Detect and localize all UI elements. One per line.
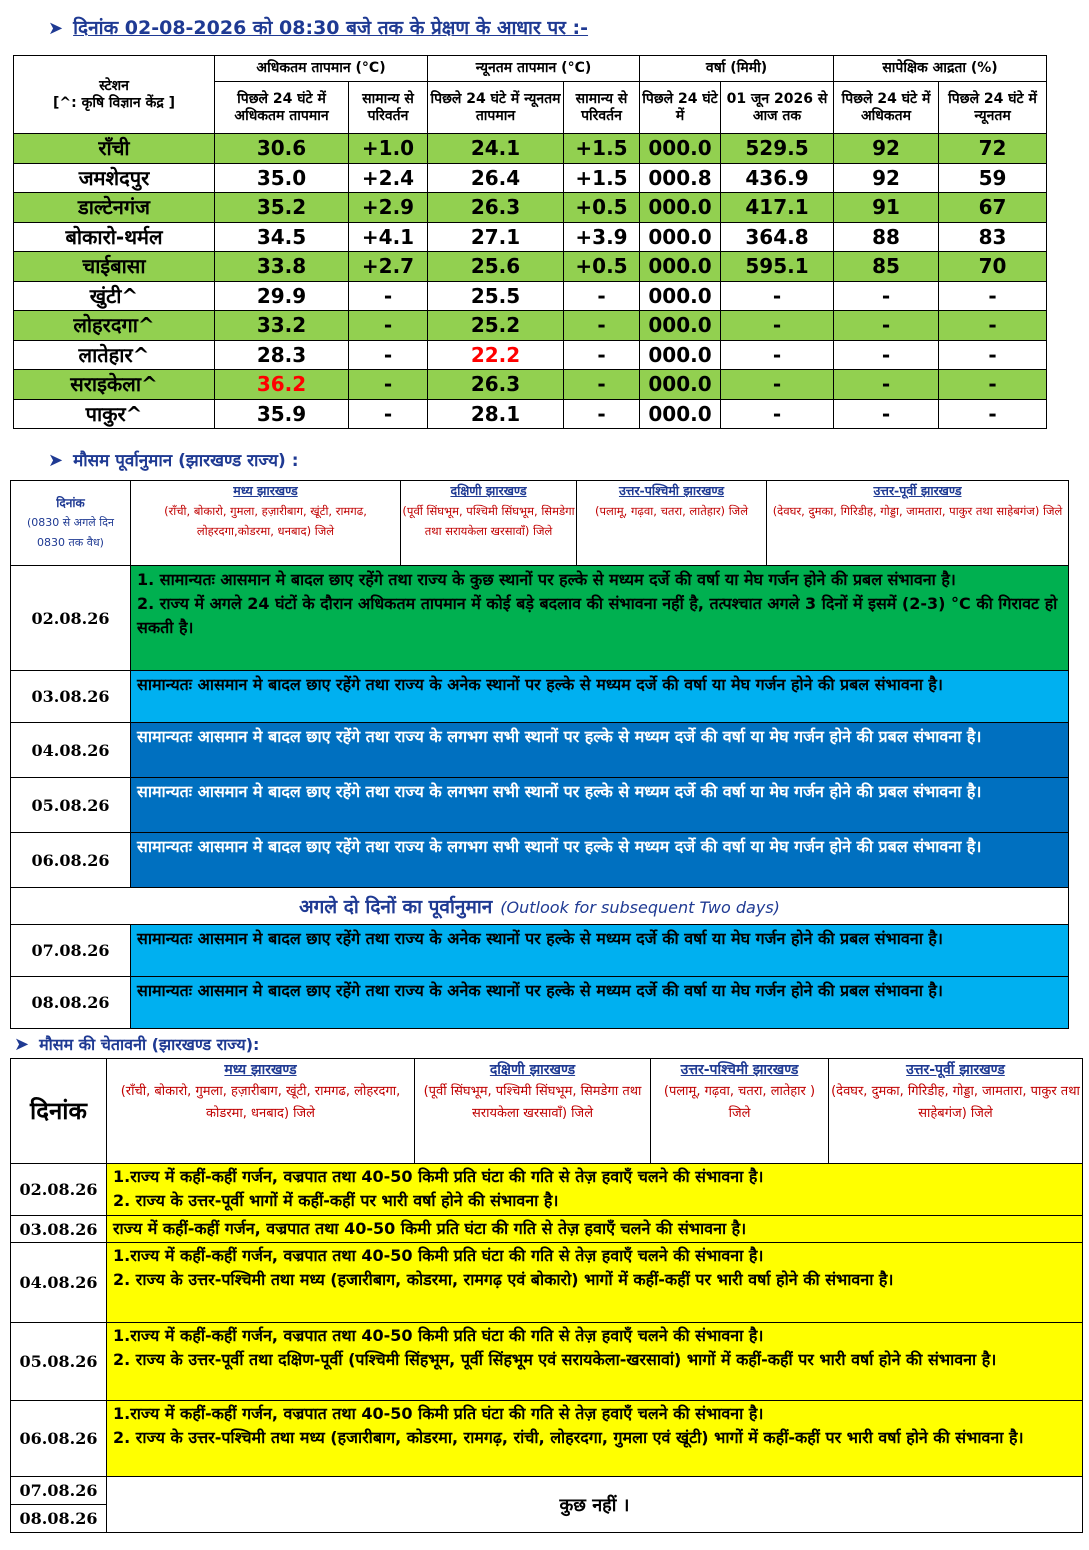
arrow-bullet-icon: ➤	[48, 450, 64, 471]
warning-date: 06.08.26	[11, 1401, 107, 1477]
cell-rain24: 000.0	[640, 370, 721, 400]
warning-text	[107, 1216, 1083, 1243]
station-row	[14, 399, 1047, 429]
forecast-date: 07.08.26	[11, 925, 131, 977]
warning-zone-central: मध्य झारखण्ड (राँची, बोकारो, गुमला, हज़ारीबाग, खूंटी, रामगढ, लोहरदगा, कोडरमा, धनबाद) जिले	[107, 1059, 415, 1164]
cell-max-dev: -	[349, 340, 428, 370]
cell-rain-season: -	[721, 311, 834, 341]
outlook-day-row	[11, 977, 1069, 1029]
warning-line: 1.राज्य में कहीं-कहीं गर्जन, वज्रपात तथा 40-50 किमी प्रति घंटा की गति से तेज़ हवाएँ चलने की संभावना है।	[113, 1326, 764, 1345]
cell-rh-max: 92	[834, 134, 939, 164]
forecast-text	[131, 977, 1069, 1029]
cell-min-dev: +3.9	[564, 222, 640, 252]
cell-min: 26.3	[428, 193, 564, 223]
outlook-title	[11, 888, 1069, 925]
rainfall-header: वर्षा (मिमी)	[640, 56, 834, 82]
warning-row	[11, 1477, 1083, 1505]
rain-24-header: पिछले 24 घंटे में	[640, 82, 721, 134]
cell-max: 35.0	[215, 163, 349, 193]
forecast-line: 1. सामान्यतः आसमान मे बादल छाए रहेंगे तथा राज्य के कुछ स्थानों पर हल्के से मध्यम दर्जे की वर्षा या मेघ गर्जन होने की प्रबल संभावना है।	[137, 570, 956, 589]
cell-max-dev: +1.0	[349, 134, 428, 164]
cell-rain24: 000.0	[640, 311, 721, 341]
min-change-header: सामान्य से परिवर्तन	[564, 82, 640, 134]
max-temp-header: अधिकतम तापमान (°C)	[215, 56, 428, 82]
cell-min-dev: -	[564, 311, 640, 341]
cell-station: जमशेदपुर	[14, 163, 215, 193]
forecast-line: सामान्यतः आसमान मे बादल छाए रहेंगे तथा राज्य के अनेक स्थानों पर हल्के से मध्यम दर्जे की वर्षा या मेघ गर्जन होने की प्रबल संभावना है।	[137, 675, 943, 694]
max-change-header: सामान्य से परिवर्तन	[349, 82, 428, 134]
station-row	[14, 311, 1047, 341]
warning-zone-south: दक्षिणी झारखण्ड (पूर्वी सिंघभूम, पश्चिमी सिंघभूम, सिमडेगा तथा सरायकेला खरसावाँ) जिले	[415, 1059, 651, 1164]
cell-min-dev: -	[564, 370, 640, 400]
arrow-bullet-icon: ➤	[48, 18, 64, 39]
station-row	[14, 134, 1047, 164]
cell-max: 35.9	[215, 399, 349, 429]
cell-max: 36.2	[215, 370, 349, 400]
forecast-row	[11, 778, 1069, 833]
cell-rain24: 000.0	[640, 134, 721, 164]
cell-min: 25.6	[428, 252, 564, 282]
cell-max-dev: +2.7	[349, 252, 428, 282]
cell-min: 25.2	[428, 311, 564, 341]
hum-max-header: पिछले 24 घंटे में अधिकतम	[834, 82, 939, 134]
cell-rain-season: -	[721, 281, 834, 311]
forecast-date: 05.08.26	[11, 778, 131, 833]
forecast-text	[131, 925, 1069, 977]
cell-rain-season: -	[721, 370, 834, 400]
cell-rain24: 000.0	[640, 399, 721, 429]
cell-max: 29.9	[215, 281, 349, 311]
warning-row	[11, 1323, 1083, 1401]
cell-rh-max: 92	[834, 163, 939, 193]
forecast-date: 02.08.26	[11, 566, 131, 671]
cell-rain24: 000.0	[640, 281, 721, 311]
warning-line: राज्य में कहीं-कहीं गर्जन, वज्रपात तथा 40-50 किमी प्रति घंटा की गति से तेज़ हवाएँ चलने की संभावना है।	[113, 1219, 747, 1238]
cell-rh-max: 85	[834, 252, 939, 282]
observation-heading: ➤ दिनांक 02-08-2026 को 08:30 बजे तक के प्रेक्षण के आधार पर :-	[48, 17, 589, 39]
forecast-line: 2. राज्य में अगले 24 घंटों के दौरान अधिकतम तापमान में कोई बड़े बदलाव की संभावना नहीं है, तत्पश्चात अगले 3 दिनों में इसमें (2-3) °C की गिरावट हो सकती है।	[137, 594, 1058, 637]
warning-text	[107, 1323, 1083, 1401]
max-24-header: पिछले 24 घंटे में अधिकतम तापमान	[215, 82, 349, 134]
cell-rain24: 000.0	[640, 340, 721, 370]
warning-heading: ➤ मौसम की चेतावनी (झारखण्ड राज्य):	[14, 1034, 260, 1055]
station-row	[14, 370, 1047, 400]
cell-station: बोकारो-थर्मल	[14, 222, 215, 252]
warning-line: 2. राज्य के उत्तर-पश्चिमी तथा मध्य (हजारीबाग, कोडरमा, रामगढ़ एवं बोकारो) भागों में कहीं-कहीं पर भारी वर्षा होने की संभावना है।	[113, 1270, 894, 1289]
warning-table	[10, 1058, 1083, 1533]
cell-max-dev: +2.4	[349, 163, 428, 193]
cell-min-dev: +1.5	[564, 134, 640, 164]
cell-rh-max: -	[834, 399, 939, 429]
cell-min-dev: +0.5	[564, 193, 640, 223]
forecast-row	[11, 671, 1069, 723]
cell-rain-season: -	[721, 340, 834, 370]
warning-none-text: कुछ नहीं ।	[107, 1477, 1083, 1533]
forecast-row	[11, 566, 1069, 671]
cell-rain24: 000.8	[640, 163, 721, 193]
warning-row	[11, 1164, 1083, 1216]
forecast-heading: ➤ मौसम पूर्वानुमान (झारखण्ड राज्य) :	[48, 450, 299, 471]
cell-station: सराइकेला^	[14, 370, 215, 400]
cell-rh-max: -	[834, 340, 939, 370]
warning-date: 07.08.26	[11, 1477, 107, 1505]
forecast-zone-central: मध्य झारखण्ड (राँची, बोकारो, गुमला, हज़ारीबाग, खूंटी, रामगढ, लोहरदगा,कोडरमा, धनबाद) जिले	[131, 481, 401, 566]
cell-rh-min: 70	[939, 252, 1047, 282]
warning-text	[107, 1243, 1083, 1323]
cell-min-dev: -	[564, 340, 640, 370]
cell-min: 28.1	[428, 399, 564, 429]
observation-table	[13, 55, 1047, 429]
warning-text	[107, 1401, 1083, 1477]
warning-line: 2. राज्य के उत्तर-पूर्वी भागों में कहीं-कहीं पर भारी वर्षा होने की संभावना है।	[113, 1191, 559, 1210]
forecast-table	[10, 480, 1069, 1029]
cell-rh-min: 67	[939, 193, 1047, 223]
cell-station: राँची	[14, 134, 215, 164]
forecast-date: 03.08.26	[11, 671, 131, 723]
cell-rh-min: -	[939, 281, 1047, 311]
warning-date: 04.08.26	[11, 1243, 107, 1323]
cell-max-dev: +2.9	[349, 193, 428, 223]
cell-rh-min: 83	[939, 222, 1047, 252]
cell-rain24: 000.0	[640, 252, 721, 282]
warning-line: 1.राज्य में कहीं-कहीं गर्जन, वज्रपात तथा 40-50 किमी प्रति घंटा की गति से तेज़ हवाएँ चलने की संभावना है।	[113, 1404, 764, 1423]
cell-rh-max: -	[834, 311, 939, 341]
outlook-title-text: अगले दो दिनों का पूर्वानुमान	[299, 896, 493, 918]
cell-station: पाकुर^	[14, 399, 215, 429]
warning-line: 2. राज्य के उत्तर-पश्चिमी तथा मध्य (हजारीबाग, कोडरमा, रामगढ़, रांची, लोहरदगा, गुमला एवं खूंटी) भागों में कहीं-कहीं पर भारी वर्षा होने की संभावना है।	[113, 1428, 1024, 1447]
min-24-header: पिछले 24 घंटे में न्यूनतम तापमान	[428, 82, 564, 134]
forecast-line: सामान्यतः आसमान मे बादल छाए रहेंगे तथा राज्य के लगभग सभी स्थानों पर हल्के से मध्यम दर्जे की वर्षा या मेघ गर्जन होने की प्रबल संभावना है।	[137, 727, 982, 746]
outlook-day-row	[11, 925, 1069, 977]
warning-date: 02.08.26	[11, 1164, 107, 1216]
outlook-row	[11, 888, 1069, 925]
station-row	[14, 340, 1047, 370]
cell-max: 34.5	[215, 222, 349, 252]
warning-date: 03.08.26	[11, 1216, 107, 1243]
cell-rh-min: 72	[939, 134, 1047, 164]
cell-rh-max: -	[834, 281, 939, 311]
cell-rh-min: -	[939, 340, 1047, 370]
cell-rain-season: 436.9	[721, 163, 834, 193]
cell-max-dev: -	[349, 370, 428, 400]
cell-rain-season: 529.5	[721, 134, 834, 164]
cell-rh-max: -	[834, 370, 939, 400]
cell-rain-season: 595.1	[721, 252, 834, 282]
cell-min: 25.5	[428, 281, 564, 311]
cell-rh-min: -	[939, 399, 1047, 429]
cell-max: 35.2	[215, 193, 349, 223]
station-row	[14, 163, 1047, 193]
forecast-text	[131, 566, 1069, 671]
forecast-row	[11, 833, 1069, 888]
forecast-zone-northeast: उत्तर-पूर्वी झारखण्ड (देवघर, दुमका, गिरिडीह, गोड्डा, जामतारा, पाकुर तथा साहेबगंज) जिले	[767, 481, 1069, 566]
cell-min: 22.2	[428, 340, 564, 370]
forecast-text	[131, 833, 1069, 888]
arrow-bullet-icon: ➤	[14, 1034, 30, 1055]
cell-station: लातेहार^	[14, 340, 215, 370]
forecast-date: 04.08.26	[11, 723, 131, 778]
cell-max-dev: +4.1	[349, 222, 428, 252]
warning-text	[107, 1164, 1083, 1216]
forecast-row	[11, 723, 1069, 778]
forecast-line: सामान्यतः आसमान मे बादल छाए रहेंगे तथा राज्य के अनेक स्थानों पर हल्के से मध्यम दर्जे की वर्षा या मेघ गर्जन होने की प्रबल संभावना है।	[137, 929, 943, 948]
forecast-text	[131, 723, 1069, 778]
forecast-line: सामान्यतः आसमान मे बादल छाए रहेंगे तथा राज्य के अनेक स्थानों पर हल्के से मध्यम दर्जे की वर्षा या मेघ गर्जन होने की प्रबल संभावना है।	[137, 981, 943, 1000]
station-row	[14, 281, 1047, 311]
cell-rain-season: 417.1	[721, 193, 834, 223]
cell-min: 24.1	[428, 134, 564, 164]
forecast-text	[131, 671, 1069, 723]
station-row	[14, 222, 1047, 252]
station-header: स्टेशन [^: कृषि विज्ञान केंद्र ]	[14, 56, 215, 134]
warning-date-header: दिनांक	[11, 1059, 107, 1164]
cell-max: 30.6	[215, 134, 349, 164]
warning-row	[11, 1401, 1083, 1477]
warning-line: 1.राज्य में कहीं-कहीं गर्जन, वज्रपात तथा 40-50 किमी प्रति घंटा की गति से तेज़ हवाएँ चलने की संभावना है।	[113, 1167, 764, 1186]
forecast-date: 08.08.26	[11, 977, 131, 1029]
warning-date: 05.08.26	[11, 1323, 107, 1401]
cell-station: लोहरदगा^	[14, 311, 215, 341]
cell-max: 33.2	[215, 311, 349, 341]
forecast-date-header: दिनांक (0830 से अगले दिन 0830 तक वैध)	[11, 481, 131, 566]
cell-min-dev: -	[564, 399, 640, 429]
rain-season-header: 01 जून 2026 से आज तक	[721, 82, 834, 134]
cell-station: चाईबासा	[14, 252, 215, 282]
outlook-subtitle: (Outlook for subsequent Two days)	[500, 898, 780, 917]
cell-min: 27.1	[428, 222, 564, 252]
warning-line: 1.राज्य में कहीं-कहीं गर्जन, वज्रपात तथा 40-50 किमी प्रति घंटा की गति से तेज़ हवाएँ चलने की संभावना है।	[113, 1246, 764, 1265]
cell-min-dev: +1.5	[564, 163, 640, 193]
cell-min: 26.3	[428, 370, 564, 400]
humidity-header: सापेक्षिक आद्रता (%)	[834, 56, 1047, 82]
cell-rh-max: 91	[834, 193, 939, 223]
cell-min-dev: -	[564, 281, 640, 311]
cell-max: 28.3	[215, 340, 349, 370]
min-temp-header: न्यूनतम तापमान (°C)	[428, 56, 640, 82]
cell-max-dev: -	[349, 281, 428, 311]
cell-rain24: 000.0	[640, 222, 721, 252]
warning-zone-northwest: उत्तर-पश्चिमी झारखण्ड (पलामू, गढ़वा, चतरा, लातेहार ) जिले	[651, 1059, 829, 1164]
warning-date: 08.08.26	[11, 1505, 107, 1533]
cell-station: खुंटी^	[14, 281, 215, 311]
forecast-zone-south: दक्षिणी झारखण्ड (पूर्वी सिंघभूम, पश्चिमी सिंघभूम, सिमडेगा तथा सरायकेला खरसावाँ) जिले	[401, 481, 577, 566]
forecast-line: सामान्यतः आसमान मे बादल छाए रहेंगे तथा राज्य के लगभग सभी स्थानों पर हल्के से मध्यम दर्जे की वर्षा या मेघ गर्जन होने की प्रबल संभावना है।	[137, 837, 982, 856]
forecast-date: 06.08.26	[11, 833, 131, 888]
cell-max: 33.8	[215, 252, 349, 282]
cell-rain-season: 364.8	[721, 222, 834, 252]
cell-rain-season: -	[721, 399, 834, 429]
cell-station: डाल्टेनगंज	[14, 193, 215, 223]
forecast-zone-northwest: उत्तर-पश्चिमी झारखण्ड (पलामू, गढ़वा, चतरा, लातेहार) जिले	[577, 481, 767, 566]
cell-min: 26.4	[428, 163, 564, 193]
cell-min-dev: +0.5	[564, 252, 640, 282]
forecast-text	[131, 778, 1069, 833]
station-row	[14, 252, 1047, 282]
warning-row	[11, 1216, 1083, 1243]
warning-row	[11, 1243, 1083, 1323]
cell-rh-min: -	[939, 370, 1047, 400]
hum-min-header: पिछले 24 घंटे में न्यूनतम	[939, 82, 1047, 134]
warning-zone-northeast: उत्तर-पूर्वी झारखण्ड (देवघर, दुमका, गिरिडीह, गोड्डा, जामतारा, पाकुर तथा साहेबगंज) जिले	[829, 1059, 1083, 1164]
cell-rh-min: 59	[939, 163, 1047, 193]
cell-rh-max: 88	[834, 222, 939, 252]
forecast-line: सामान्यतः आसमान मे बादल छाए रहेंगे तथा राज्य के लगभग सभी स्थानों पर हल्के से मध्यम दर्जे की वर्षा या मेघ गर्जन होने की प्रबल संभावना है।	[137, 782, 982, 801]
station-row	[14, 193, 1047, 223]
cell-rh-min: -	[939, 311, 1047, 341]
cell-max-dev: -	[349, 399, 428, 429]
warning-line: 2. राज्य के उत्तर-पूर्वी तथा दक्षिण-पूर्वी (पश्चिमी सिंहभूम, पूर्वी सिंहभूम एवं सरायकेला-खरसावां) भागों में कहीं-कहीं पर भारी वर्षा होने की संभावना है।	[113, 1350, 997, 1369]
cell-rain24: 000.0	[640, 193, 721, 223]
cell-max-dev: -	[349, 311, 428, 341]
